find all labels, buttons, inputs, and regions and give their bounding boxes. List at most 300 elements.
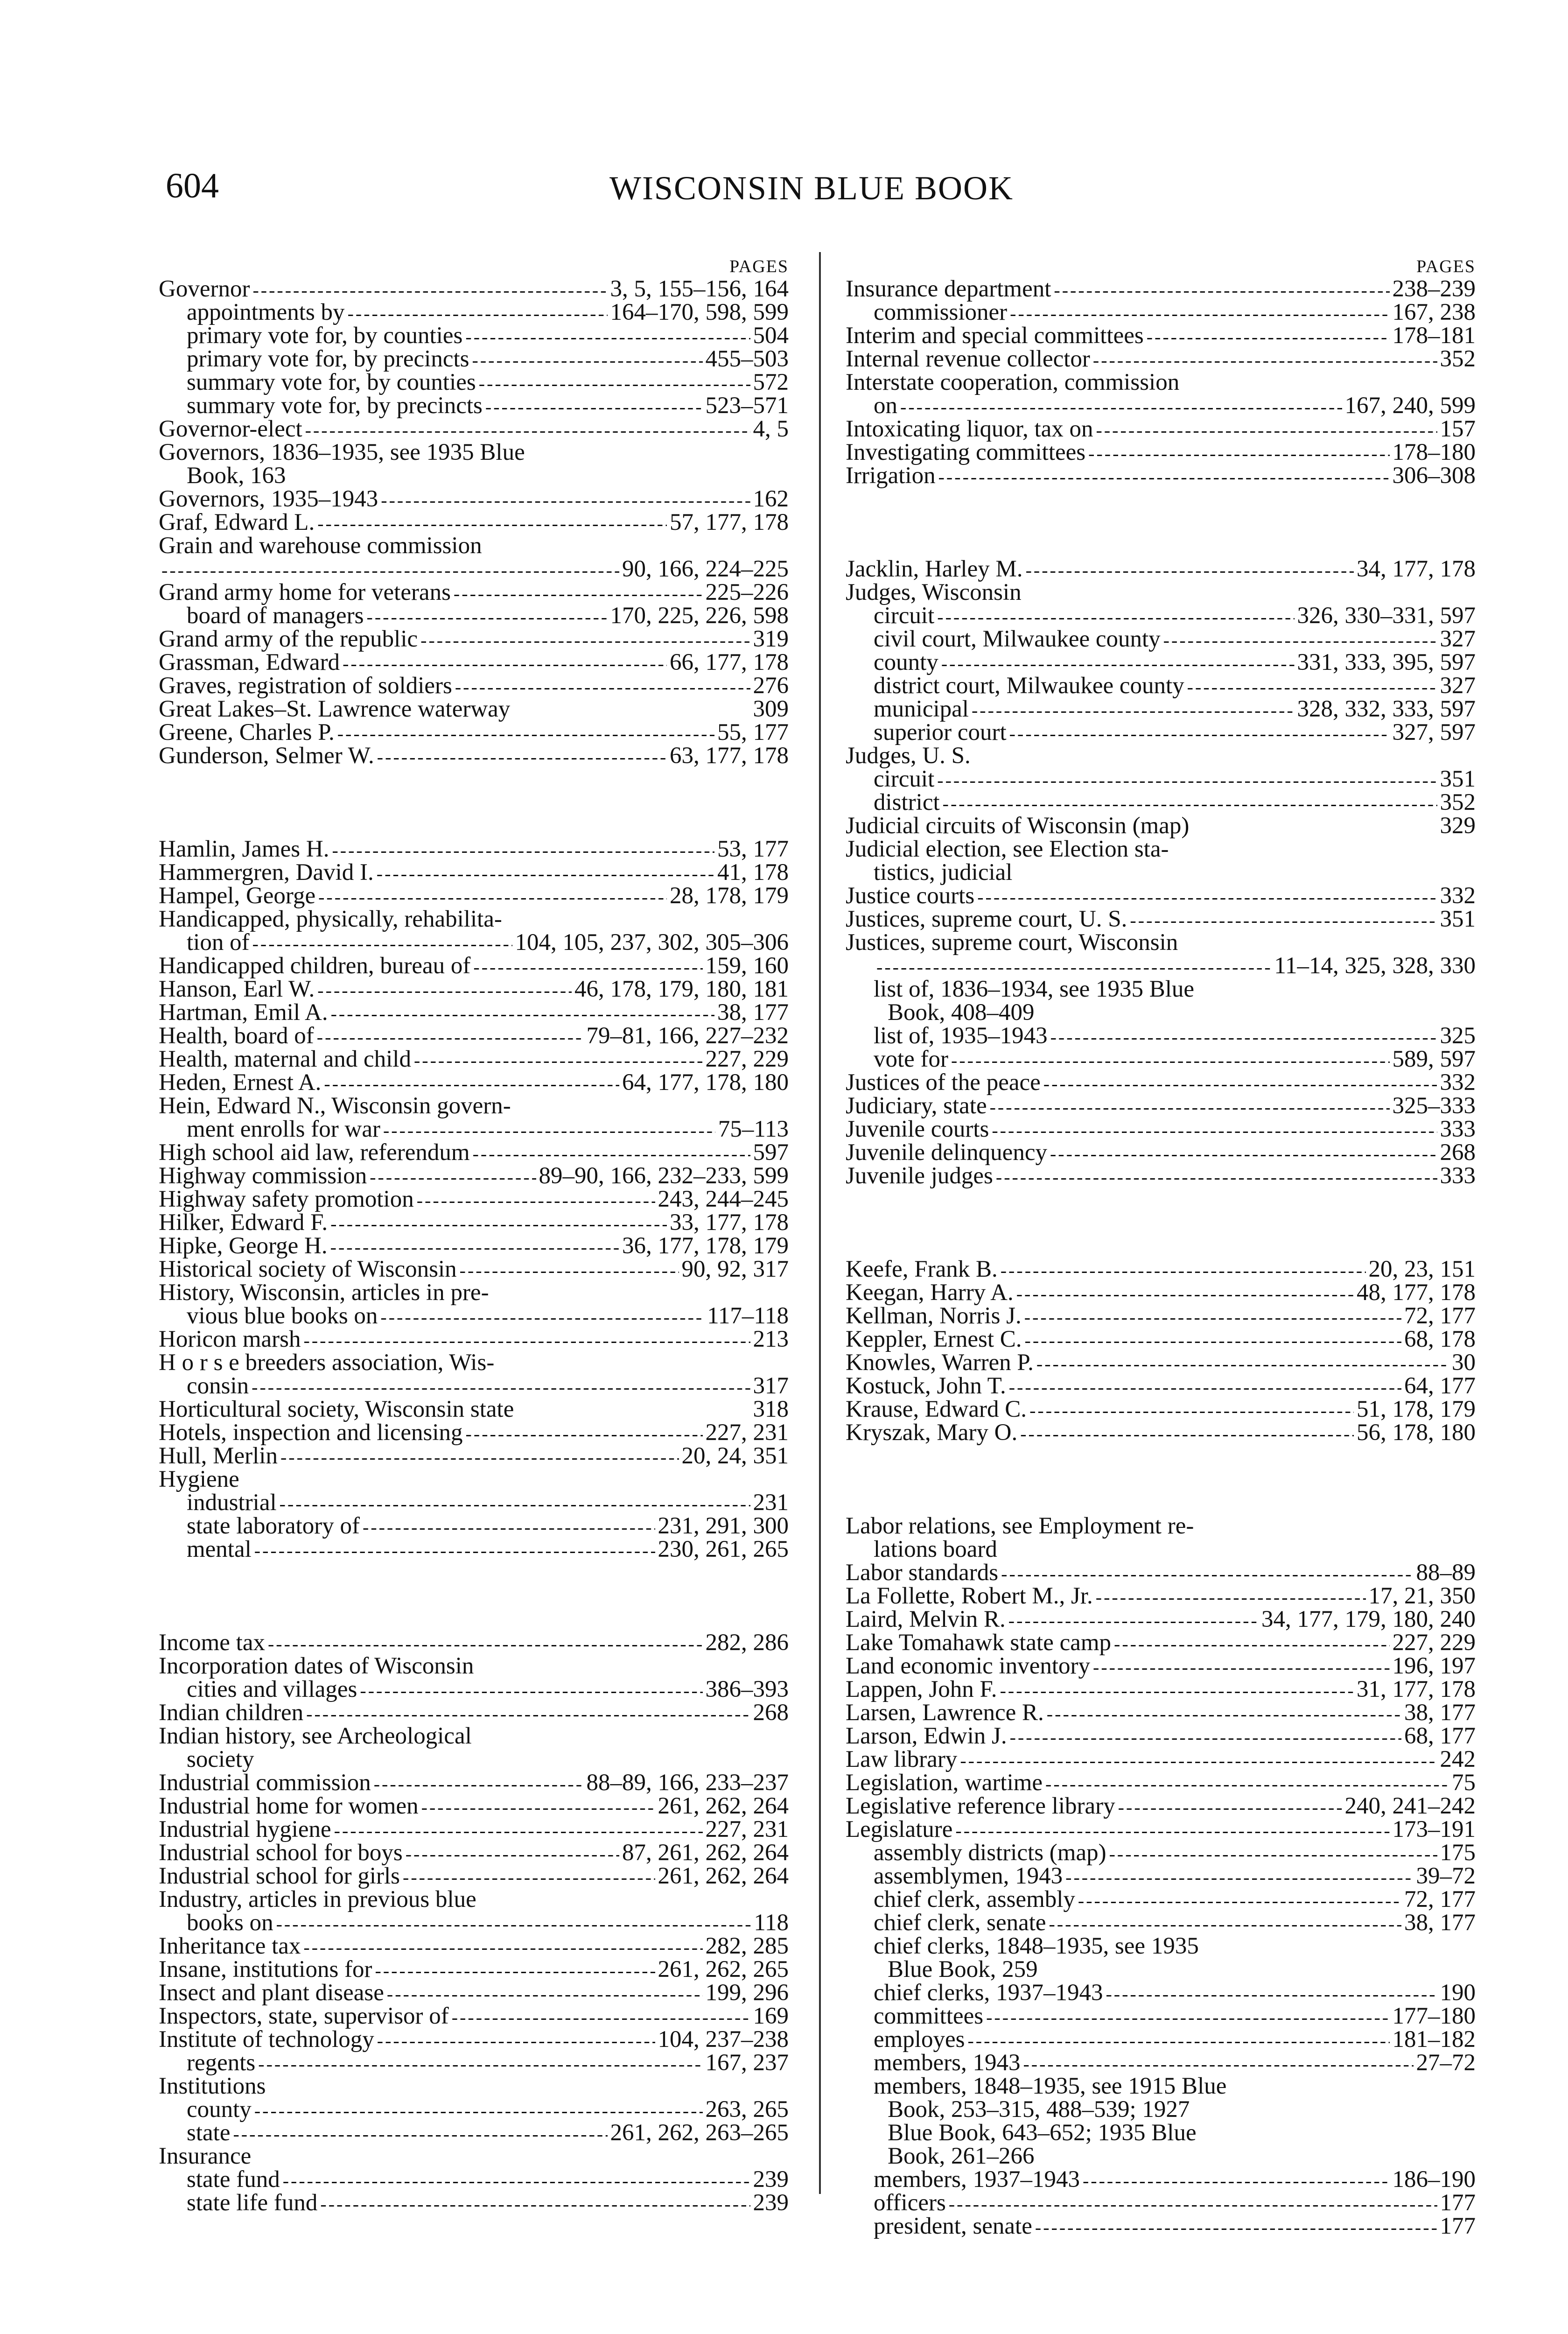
entry-pages: 41, 178 <box>717 859 789 886</box>
entry-label: Hilker, Edward F. <box>159 1209 328 1236</box>
index-entry <box>159 1001 789 1024</box>
index-entry <box>846 651 1476 674</box>
leader-dots <box>332 839 714 862</box>
leader-dots <box>479 372 750 395</box>
index-group <box>159 1631 789 2214</box>
pages-heading: PAGES <box>729 257 789 276</box>
entry-label: Industrial home for women <box>159 1793 419 1819</box>
entry-label: summary vote for, by precincts <box>187 393 483 419</box>
entry-label: Labor standards <box>846 1560 999 1586</box>
entry-label: primary vote for, by precincts <box>187 346 469 372</box>
leader-dots <box>1083 2169 1390 2193</box>
index-entry <box>159 1094 789 1118</box>
entry-label: members, 1848–1935, see 1915 Blue <box>874 2073 1227 2099</box>
leader-dots <box>1035 2216 1437 2239</box>
entry-label: ment enrolls for war <box>187 1116 380 1142</box>
entry-label: consin <box>187 1373 249 1399</box>
leader-dots <box>334 1819 703 1842</box>
entry-pages: 38, 177 <box>1404 1700 1476 1726</box>
leader-dots <box>992 1119 1437 1142</box>
entry-label: Graves, registration of soldiers <box>159 673 452 699</box>
index-entry <box>159 1678 789 1701</box>
index-entry <box>846 1654 1476 1678</box>
entry-pages: 282, 286 <box>705 1630 789 1656</box>
leader-dots <box>452 2006 750 2029</box>
entry-label: Judicial circuits of Wisconsin (map) <box>846 813 1190 839</box>
leader-dots <box>1009 722 1390 745</box>
leader-dots <box>986 2006 1389 2029</box>
entry-label: Hygiene <box>159 1466 239 1492</box>
entry-pages: 325 <box>1440 1023 1476 1049</box>
entry-label: state fund <box>187 2166 280 2193</box>
index-entry <box>846 697 1476 721</box>
entry-label: Krause, Edward C. <box>846 1396 1027 1422</box>
index-entry <box>159 674 789 697</box>
leader-dots <box>383 1119 715 1142</box>
entry-pages: 213 <box>753 1326 789 1352</box>
entry-label: circuit <box>874 766 935 792</box>
leader-dots <box>280 1492 750 1516</box>
index-entry <box>159 1164 789 1188</box>
entry-pages: 386–393 <box>705 1676 789 1702</box>
entry-label: Larsen, Lawrence R. <box>846 1700 1044 1726</box>
entry-label: Hipke, George H. <box>159 1233 328 1259</box>
entry-pages: 118 <box>754 1910 789 1936</box>
entry-pages: 39–72 <box>1416 1863 1476 1889</box>
index-entry <box>846 557 1476 581</box>
index-entry <box>159 1934 789 1958</box>
index-entry <box>846 2191 1476 2214</box>
leader-dots <box>343 652 667 675</box>
entry-pages: 55, 177 <box>717 719 789 745</box>
leader-dots <box>377 2029 655 2053</box>
leader-dots <box>276 1912 751 1936</box>
entry-label: Highway commission <box>159 1163 367 1189</box>
entry-label: chief clerks, 1937–1943 <box>874 1980 1103 2006</box>
leader-dots <box>876 956 1271 979</box>
index-entry <box>159 651 789 674</box>
leader-dots <box>377 745 667 769</box>
entry-pages: 231, 291, 300 <box>658 1513 789 1539</box>
entry-pages: 261, 262, 265 <box>658 1956 789 1982</box>
entry-pages: 318 <box>753 1396 789 1422</box>
leader-dots <box>252 279 607 302</box>
entry-label: Insurance <box>159 2143 252 2169</box>
leader-dots <box>233 2123 607 2146</box>
index-entry <box>846 814 1476 837</box>
leader-dots <box>1078 1889 1401 1912</box>
entry-label: Blue Book, 259 <box>888 1956 1038 1982</box>
entry-label: Laird, Melvin R. <box>846 1606 1006 1632</box>
entry-label: Irrigation <box>846 463 936 489</box>
entry-label: Land economic inventory <box>846 1653 1090 1679</box>
index-entry <box>846 1841 1476 1864</box>
entry-pages: 56, 178, 180 <box>1357 1420 1476 1446</box>
entry-pages: 227, 231 <box>705 1816 789 1842</box>
entry-pages: 57, 177, 178 <box>670 509 789 535</box>
entry-label: Grain and warehouse commission <box>159 533 482 559</box>
entry-pages: 64, 177, 178, 180 <box>622 1069 789 1096</box>
leader-dots <box>1001 1259 1366 1282</box>
entry-label: Keefe, Frank B. <box>846 1256 998 1282</box>
index-entry <box>846 1584 1476 1608</box>
index-entry <box>159 2051 789 2074</box>
entry-pages: 75–113 <box>718 1116 789 1142</box>
index-entry <box>159 1958 789 1981</box>
leader-dots <box>381 489 750 512</box>
entry-label: circuit <box>874 603 935 629</box>
index-entry <box>846 1421 1476 1444</box>
entry-pages: 104, 105, 237, 302, 305–306 <box>515 929 789 956</box>
entry-pages: 238–239 <box>1392 276 1476 302</box>
entry-label: Keppler, Ernest C. <box>846 1326 1022 1352</box>
index-entry <box>159 1304 789 1328</box>
entry-label: on <box>874 393 897 419</box>
entry-pages: 261, 262, 263–265 <box>610 2120 789 2146</box>
entry-label: Legislation, wartime <box>846 1770 1043 1796</box>
page-title: WISCONSIN BLUE BOOK <box>609 169 1014 207</box>
entry-pages: 327 <box>1440 626 1476 652</box>
leader-dots <box>455 675 750 699</box>
entry-pages: 523–571 <box>705 393 789 419</box>
index-entry <box>159 441 789 464</box>
leader-dots <box>317 979 572 1002</box>
entry-label: Interim and special committees <box>846 323 1144 349</box>
index-entry <box>846 627 1476 651</box>
leader-dots <box>1147 325 1390 349</box>
index-entry <box>846 1514 1476 1538</box>
entry-label: Juvenile delinquency <box>846 1139 1047 1166</box>
leader-dots <box>1010 302 1389 325</box>
index-entry <box>159 954 789 977</box>
entry-pages: 227, 229 <box>1392 1630 1476 1656</box>
entry-pages: 164–170, 598, 599 <box>610 299 789 325</box>
entry-label: appointments by <box>187 299 345 325</box>
leader-dots <box>420 629 750 652</box>
index-entry <box>846 441 1476 464</box>
entry-pages: 240, 241–242 <box>1344 1793 1476 1819</box>
index-entry <box>159 1841 789 1864</box>
entry-label: Justices, supreme court, Wisconsin <box>846 929 1178 956</box>
leader-dots <box>1130 909 1437 932</box>
entry-label: Kellman, Norris J. <box>846 1303 1022 1329</box>
entry-label: state <box>187 2120 231 2146</box>
index-entry <box>846 931 1476 954</box>
entry-pages: 242 <box>1440 1746 1476 1772</box>
entry-label: Gunderson, Selmer W. <box>159 743 374 769</box>
entry-pages: 75 <box>1452 1770 1476 1796</box>
entry-pages: 28, 178, 179 <box>670 883 789 909</box>
entry-pages: 282, 285 <box>705 1933 789 1959</box>
entry-pages: 351 <box>1440 906 1476 932</box>
leader-dots <box>387 1982 703 2006</box>
index-entry <box>846 581 1476 604</box>
entry-label: Investigating committees <box>846 439 1086 465</box>
leader-dots <box>258 2053 702 2076</box>
entry-label: Industrial school for girls <box>159 1863 400 1889</box>
index-entry <box>159 511 789 534</box>
entry-pages: 90, 166, 224–225 <box>622 556 789 582</box>
leader-dots <box>951 1049 1389 1072</box>
entry-label: Knowles, Warren P. <box>846 1350 1034 1376</box>
index-column-left <box>159 256 789 2285</box>
entry-pages: 504 <box>753 323 789 349</box>
entry-pages: 333 <box>1440 1116 1476 1142</box>
entry-pages: 167, 237 <box>705 2050 789 2076</box>
leader-dots <box>938 465 1390 489</box>
entry-label: Grand army home for veterans <box>159 579 451 605</box>
entry-label: Indian history, see Archeological <box>159 1723 472 1749</box>
leader-dots <box>466 1422 703 1446</box>
leader-dots <box>330 1236 619 1259</box>
entry-pages: 199, 296 <box>705 1980 789 2006</box>
leader-dots <box>1093 349 1437 372</box>
entry-label: Indian children <box>159 1700 304 1726</box>
entry-label: Hull, Merlin <box>159 1443 278 1469</box>
leader-dots <box>318 886 667 909</box>
entry-pages: 66, 177, 178 <box>670 649 789 675</box>
entry-label: Juvenile judges <box>846 1163 993 1189</box>
index-entry <box>846 837 1476 861</box>
leader-dots <box>454 582 703 605</box>
entry-label: Kryszak, Mary O. <box>846 1420 1018 1446</box>
entry-label: Internal revenue collector <box>846 346 1090 372</box>
entry-pages: 51, 178, 179 <box>1357 1396 1476 1422</box>
leader-dots <box>955 1819 1389 1842</box>
index-entry <box>846 1164 1476 1188</box>
entry-pages: 328, 332, 333, 597 <box>1297 696 1476 722</box>
index-entry <box>846 1141 1476 1164</box>
index-entry <box>846 1258 1476 1281</box>
entry-pages: 227, 229 <box>705 1046 789 1072</box>
entry-pages: 186–190 <box>1392 2166 1476 2193</box>
entry-label: Graf, Edward L. <box>159 509 315 535</box>
entry-pages: 162 <box>753 486 789 512</box>
index-entry <box>846 1678 1476 1701</box>
index-entry <box>159 1491 789 1514</box>
leader-dots <box>1118 1796 1342 1819</box>
index-entry <box>159 557 789 581</box>
index-entry <box>846 347 1476 371</box>
entry-label: Insane, institutions for <box>159 1956 372 1982</box>
index-entry <box>159 1818 789 1841</box>
entry-pages: 572 <box>753 369 789 395</box>
entry-pages: 3, 5, 155–156, 164 <box>610 276 789 302</box>
index-entry <box>159 1234 789 1258</box>
index-entry <box>846 1724 1476 1748</box>
leader-dots <box>990 1096 1390 1119</box>
entry-label: mental <box>187 1536 252 1562</box>
page-number: 604 <box>166 166 219 205</box>
entry-pages: 332 <box>1440 883 1476 909</box>
entry-label: municipal <box>874 696 969 722</box>
leader-dots <box>1106 1982 1437 2006</box>
index-entry <box>846 604 1476 627</box>
entry-label: committees <box>874 2003 984 2029</box>
entry-label: Horicon marsh <box>159 1326 301 1352</box>
entry-label: vious blue books on <box>187 1303 378 1329</box>
entry-label: Health, maternal and child <box>159 1046 411 1072</box>
index-entry <box>846 2121 1476 2144</box>
leader-dots <box>1024 1306 1401 1329</box>
index-entry <box>159 394 789 417</box>
leader-dots <box>421 1796 655 1819</box>
leader-dots <box>1096 419 1437 442</box>
leader-dots <box>254 2099 703 2123</box>
index-entry <box>846 1398 1476 1421</box>
entry-label: books on <box>187 1910 273 1936</box>
leader-dots <box>280 1446 679 1469</box>
entry-label: lations board <box>874 1536 997 1562</box>
leader-dots <box>1001 1562 1413 1586</box>
index-entry <box>846 1094 1476 1118</box>
index-entry <box>846 954 1476 977</box>
entry-pages: 181–182 <box>1392 2026 1476 2053</box>
entry-pages: 17, 21, 350 <box>1368 1583 1476 1609</box>
entry-label: Intoxicating liquor, tax on <box>846 416 1093 442</box>
entry-label: Legislature <box>846 1816 953 1842</box>
entry-pages: 351 <box>1440 766 1476 792</box>
index-entry <box>846 1748 1476 1771</box>
leader-dots <box>1025 1329 1401 1352</box>
entry-label: chief clerks, 1848–1935, see 1935 <box>874 1933 1199 1959</box>
entry-label: superior court <box>874 719 1007 745</box>
leader-dots <box>943 792 1437 815</box>
leader-dots <box>268 1632 703 1656</box>
index-entry <box>846 2051 1476 2074</box>
entry-pages: 167, 238 <box>1392 299 1476 325</box>
index-group <box>846 1258 1476 1444</box>
leader-dots <box>1026 559 1354 582</box>
entry-label: Blue Book, 643–652; 1935 Blue <box>888 2120 1197 2146</box>
entry-pages: 327, 597 <box>1392 719 1476 745</box>
entry-label: county <box>874 649 938 675</box>
index-entry <box>159 1258 789 1281</box>
leader-dots <box>1016 1282 1354 1306</box>
leader-dots <box>1114 1632 1389 1656</box>
index-entry <box>846 1934 1476 1958</box>
index-entry <box>159 907 789 931</box>
entry-pages: 455–503 <box>705 346 789 372</box>
index-entry <box>846 1538 1476 1561</box>
leader-dots <box>306 1702 750 1726</box>
index-group <box>846 277 1476 487</box>
entry-pages: 352 <box>1440 789 1476 815</box>
index-entry <box>846 1118 1476 1141</box>
leader-dots <box>1109 1842 1437 1866</box>
index-entry <box>846 861 1476 884</box>
leader-dots <box>1065 1866 1413 1889</box>
leader-dots <box>1054 279 1389 302</box>
entry-label: Heden, Ernest A. <box>159 1069 322 1096</box>
index-entry <box>846 674 1476 697</box>
leader-dots <box>1043 1072 1437 1096</box>
entry-label: Income tax <box>159 1630 265 1656</box>
entry-pages: 34, 177, 178 <box>1357 556 1476 582</box>
entry-pages: 20, 23, 151 <box>1368 1256 1476 1282</box>
entry-pages: 309 <box>753 696 789 722</box>
leader-dots <box>1088 442 1389 465</box>
entry-pages: 243, 244–245 <box>658 1186 789 1212</box>
entry-pages: 38, 177 <box>1404 1910 1476 1936</box>
entry-label: Justices, supreme court, U. S. <box>846 906 1127 932</box>
leader-dots <box>367 605 608 629</box>
entry-label: Governors, 1836–1935, see 1935 Blue <box>159 439 525 465</box>
entry-pages: 72, 177 <box>1404 1886 1476 1912</box>
leader-dots <box>375 1959 655 1982</box>
index-entry <box>159 534 789 557</box>
leader-dots <box>900 395 1342 419</box>
leader-dots <box>972 699 1295 722</box>
entry-label: Juvenile courts <box>846 1116 989 1142</box>
index-entry <box>159 2144 789 2168</box>
index-entry <box>846 2214 1476 2238</box>
entry-label: Incorporation dates of Wisconsin <box>159 1653 474 1679</box>
leader-dots <box>363 1516 655 1539</box>
index-entry <box>846 1864 1476 1888</box>
index-entry <box>159 2098 789 2121</box>
entry-pages: 239 <box>753 2166 789 2193</box>
index-entry <box>159 1771 789 1794</box>
entry-label: Grand army of the republic <box>159 626 418 652</box>
index-entry <box>159 627 789 651</box>
index-entry <box>846 2074 1476 2098</box>
leader-dots <box>1050 1026 1437 1049</box>
column-divider <box>819 252 821 2194</box>
index-entry <box>846 1911 1476 1934</box>
index-entry <box>159 1188 789 1211</box>
leader-dots <box>1000 1679 1354 1702</box>
entry-label: president, senate <box>874 2213 1032 2239</box>
index-entry <box>846 277 1476 301</box>
entry-pages: 173–191 <box>1392 1816 1476 1842</box>
entry-pages: 327 <box>1440 673 1476 699</box>
entry-label: members, 1943 <box>874 2050 1021 2076</box>
index-entry <box>846 301 1476 324</box>
entry-pages: 178–181 <box>1392 323 1476 349</box>
entry-label: Handicapped, physically, rehabilita- <box>159 906 502 932</box>
index-entry <box>159 2121 789 2144</box>
leader-dots <box>254 1539 655 1562</box>
index-groups-right <box>846 277 1476 2238</box>
index-entry <box>846 1001 1476 1024</box>
index-entry <box>846 2004 1476 2028</box>
index-entry <box>159 277 789 301</box>
index-group <box>846 1514 1476 2238</box>
entry-pages: 63, 177, 178 <box>670 743 789 769</box>
index-entry <box>159 581 789 604</box>
leader-dots <box>1036 1352 1449 1376</box>
index-entry <box>159 1351 789 1374</box>
index-entry <box>846 1794 1476 1818</box>
index-entry <box>159 931 789 954</box>
index-entry <box>846 371 1476 394</box>
leader-dots <box>414 1049 703 1072</box>
entry-label: Hamlin, James H. <box>159 836 329 862</box>
entry-label: district <box>874 789 940 815</box>
entry-pages: 178–180 <box>1392 439 1476 465</box>
index-entry <box>159 1024 789 1047</box>
index-entry <box>846 2144 1476 2168</box>
index-entry <box>846 1071 1476 1094</box>
index-entry <box>159 604 789 627</box>
entry-label: civil court, Milwaukee county <box>874 626 1161 652</box>
index-entry <box>846 1374 1476 1398</box>
leader-dots <box>1010 1726 1401 1749</box>
index-entry <box>846 464 1476 487</box>
entry-pages: 225–226 <box>705 579 789 605</box>
entry-pages: 30 <box>1452 1350 1476 1376</box>
